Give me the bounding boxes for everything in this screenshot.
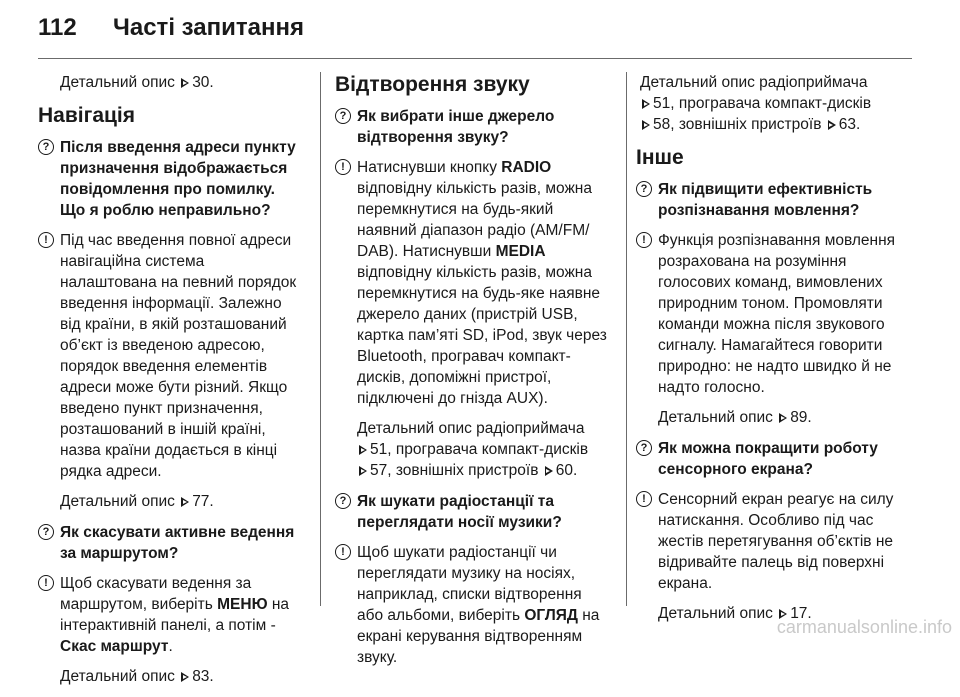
reference-line: Детальний опис 77. — [60, 493, 214, 510]
column-navigation — [38, 72, 304, 697]
question-block — [335, 106, 611, 148]
answer-block — [335, 157, 611, 409]
page-header — [0, 0, 960, 62]
reference-line: Детальний опис 89. — [658, 409, 812, 426]
answer-text: Щоб скасувати ведення за маршрутом, виберіть МЕНЮ на інтерактивній панелі, а потім - Скас маршрут. — [60, 575, 290, 655]
question-circle-icon: ? — [38, 524, 54, 540]
question-text: Як можна покращити роботу сенсорного екрана? — [658, 440, 878, 478]
question-block — [636, 438, 916, 480]
question-text: Як підвищити ефективність розпізнавання мовлення? — [658, 181, 873, 219]
answer-block — [636, 489, 916, 594]
column-divider — [320, 72, 321, 606]
keyword: Скас маршрут — [60, 638, 169, 655]
reference-arrow-icon — [545, 466, 553, 476]
reference-line: Детальний опис 30. — [60, 74, 214, 91]
question-circle-icon: ? — [38, 139, 54, 155]
question-text: Як скасувати активне ведення за маршрутом? — [60, 524, 295, 562]
question-block — [636, 179, 916, 221]
question-block — [38, 522, 304, 564]
answer-text: Натиснувши кнопку RADIO відповідну кількість разів, можна перемкнутися на будь-який наявний діапазон радіо (AM/FM/ DAB). Натиснувши MEDIA відповідну кількість разів, можна перемкнутися на будь-яке наявне джерело даних (пристрій USB, картка пам’яті SD, iPod, звук через Bluetooth, програвач компакт-дисків, допоміжні пристрої, підключені до гнізда AUX). — [357, 159, 607, 407]
exclamation-circle-icon: ! — [38, 232, 54, 248]
reference-arrow-icon — [642, 120, 650, 130]
page-title: Часті запитання — [113, 14, 304, 41]
column-audio — [335, 72, 611, 677]
section-heading: Навігація — [38, 104, 136, 127]
question-text: Як вибрати інше джерело відтворення звуку? — [357, 108, 555, 146]
answer-text: Щоб шукати радіостанції чи переглядати музику на носіях, наприклад, списки відтворення або альбоми, виберіть ОГЛЯД на екрані керування відтворенням звуку. — [357, 544, 600, 666]
reference-line: Детальний опис радіоприймача 51, програвача компакт-дисків 57, зовнішніх пристроїв 60. — [357, 420, 589, 479]
reference-arrow-icon — [779, 413, 787, 423]
page-number: 112 — [38, 14, 77, 41]
answer-text: Сенсорний екран реагує на силу натискання. Особливо під час жестів перетягування об’єктів не відривайте палець від поверхні екрана. — [658, 491, 894, 592]
question-circle-icon: ? — [335, 493, 351, 509]
exclamation-circle-icon: ! — [335, 544, 351, 560]
question-block — [335, 491, 611, 533]
exclamation-circle-icon: ! — [636, 232, 652, 248]
question-text: Як шукати радіостанції та переглядати носії музики? — [357, 493, 562, 531]
reference-arrow-icon — [181, 78, 189, 88]
question-text: Після введення адреси пункту призначення відображається повідомлення про помилку. Що я роблю неправильно? — [60, 139, 296, 219]
keyword: ОГЛЯД — [524, 607, 578, 624]
question-circle-icon: ? — [636, 440, 652, 456]
reference-line: Детальний опис 17. — [658, 605, 812, 622]
answer-block — [38, 573, 304, 657]
reference-arrow-icon — [181, 497, 189, 507]
reference-line: Детальний опис радіоприймача 51, програвача компакт-дисків 58, зовнішніх пристроїв 63. — [640, 74, 872, 133]
keyword: RADIO — [501, 159, 552, 176]
exclamation-circle-icon: ! — [38, 575, 54, 591]
answer-block — [38, 230, 304, 482]
answer-text: Функція розпізнавання мовлення розрахована на розуміння голосових команд, вимовлених природним тоном. Промовляти команди можна після звукового сигналу. Намагайтеся говорити природно: не надто швидко й не надто голосно. — [658, 232, 896, 396]
exclamation-circle-icon: ! — [335, 159, 351, 175]
reference-arrow-icon — [359, 466, 367, 476]
reference-arrow-icon — [181, 672, 189, 682]
keyword: МЕНЮ — [217, 596, 268, 613]
section-heading: Відтворення звуку — [335, 73, 530, 96]
reference-line: Детальний опис 83. — [60, 668, 214, 685]
answer-text: Під час введення повної адреси навігаційна система налаштована на певний порядок введення інформації. Залежно від країни, в якій розташований об’єкт із введеною адресою, порядок введення елементів адреси може бути різний. Якщо введено пункт призначення, розташований в іншій країні, назва країни додається в кінці рядка адреси. — [60, 232, 297, 480]
reference-arrow-icon — [359, 445, 367, 455]
answer-block — [335, 542, 611, 668]
question-block — [38, 137, 304, 221]
question-circle-icon: ? — [636, 181, 652, 197]
reference-arrow-icon — [828, 120, 836, 130]
column-other — [636, 72, 916, 634]
header-divider — [38, 58, 912, 59]
answer-block — [636, 230, 916, 398]
exclamation-circle-icon: ! — [636, 491, 652, 507]
reference-arrow-icon — [642, 99, 650, 109]
column-divider — [626, 72, 627, 606]
keyword: MEDIA — [495, 243, 546, 260]
question-circle-icon: ? — [335, 108, 351, 124]
section-heading: Інше — [636, 146, 684, 169]
watermark: carmanualsonline.info — [776, 617, 952, 637]
